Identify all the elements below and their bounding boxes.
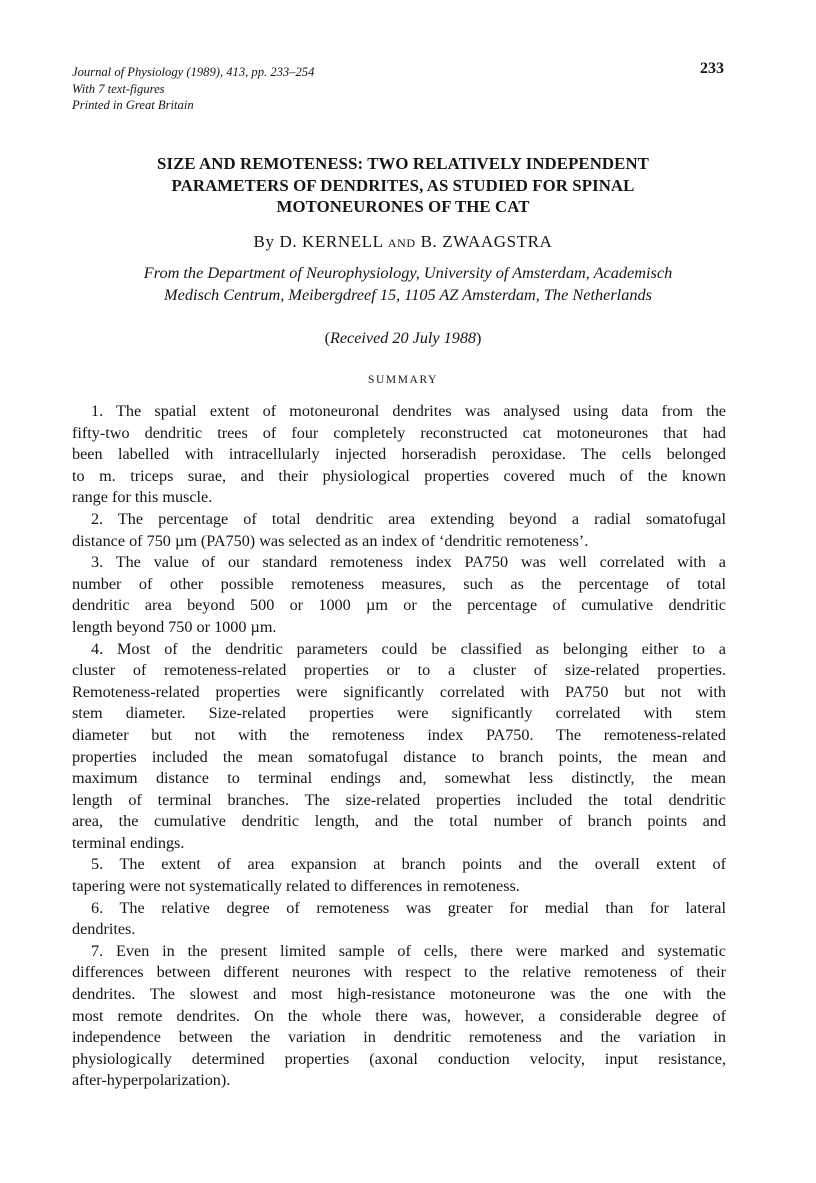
article-title [60,153,746,218]
author-and: AND [387,236,416,250]
author-by: By [253,232,275,251]
summary-line: cluster of remoteness-related properties or to a cluster of size-related properties. [72,661,726,680]
author-name: D. KERNELL [279,232,384,251]
summary-line: 2. The percentage of total dendritic area extending beyond a radial somatofugal [91,509,726,528]
summary-line: 7. Even in the present limited sample of cells, there were marked and systematic [91,941,726,960]
summary-line: most remote dendrites. On the whole there was, however, a considerable degree of [72,1006,726,1025]
summary-line: stem diameter. Size-related properties were significantly correlated with stem [72,704,726,723]
summary-line: number of other possible remoteness measures, such as the percentage of total [72,574,726,593]
page-number: 233 [700,60,724,77]
summary-line: area, the cumulative dendritic length, and the total number of branch points and [72,812,726,831]
summary-line: Remoteness-related properties were significantly correlated with PA750 but not with [72,682,726,701]
summary-paragraph [72,898,726,941]
summary-line: 5. The extent of area expansion at branch points and the overall extent of [91,855,726,874]
summary-line: 3. The value of our standard remoteness index PA750 was well correlated with a [91,553,726,572]
received-text: Received 20 July 1988 [329,329,477,347]
summary-line: dendrites. The slowest and most high-resistance motoneurone was the one with the [72,985,726,1004]
summary-line: distance of 750 µm (PA750) was selected as an index of ‘dendritic remoteness’. [72,531,589,550]
title-line: MOTONEURONES OF THE CAT [276,197,530,217]
summary-paragraph [72,941,726,1092]
summary-line: fifty-two dendritic trees of four completely reconstructed cat motoneurones that had [72,423,726,442]
summary-line: length of terminal branches. The size-related properties included the total dendritic [72,790,726,809]
summary-line: terminal endings. [72,833,185,852]
summary-line: properties included the mean somatofugal distance to branch points, the mean and [72,747,726,766]
summary-line: independence between the variation in dendritic remoteness and the variation in [72,1028,726,1047]
summary-line: 1. The spatial extent of motoneuronal dendrites was analysed using data from the [91,402,726,420]
summary-paragraph [72,509,726,552]
summary-paragraph [72,639,726,855]
summary-line: been labelled with intracellularly injected horseradish peroxidase. The cells belonged [72,445,726,464]
summary-line: dendritic area beyond 500 or 1000 µm or the percentage of cumulative dendritic [72,596,726,615]
summary-line: to m. triceps surae, and their physiological properties covered much of the known [72,466,726,485]
summary-paragraph [72,401,726,509]
summary-body [72,401,726,1092]
summary-line: maximum distance to terminal endings and, somewhat less distinctly, the mean [72,769,726,788]
affiliation-line: From the Department of Neurophysiology, University of Amsterdam, Academisch [143,263,673,282]
summary-line: range for this muscle. [72,488,213,507]
journal-citation: Journal of Physiology (1989), 413, pp. 233–254 [72,65,315,79]
affiliation-line: Medisch Centrum, Meibergdreef 15, 1105 AZ Amsterdam, The Netherlands [164,284,652,304]
summary-line: diameter but not with the remoteness index PA750. The remoteness-related [72,725,726,744]
affiliation [72,262,744,305]
summary-line: differences between different neurones with respect to the relative remoteness of their [72,963,726,982]
summary-paragraph [72,552,726,638]
summary-line: length beyond 750 or 1000 µm. [72,617,277,636]
summary-paragraph [72,854,726,897]
summary-line: physiologically determined properties (axonal conduction velocity, input resistance, [72,1049,726,1068]
summary-heading: SUMMARY [368,374,438,386]
summary-line: 4. Most of the dendritic parameters could be classified as belonging either to a [91,639,726,658]
author-line [60,232,746,252]
figures-note: With 7 text-figures [72,81,165,96]
summary-line: dendrites. [72,920,136,939]
summary-line: after-hyperpolarization). [72,1071,231,1090]
title-line: PARAMETERS OF DENDRITES, AS STUDIED FOR SPINAL [171,175,635,195]
summary-line: tapering were not systematically related to differences in remoteness. [72,877,520,896]
title-line: SIZE AND REMOTENESS: TWO RELATIVELY INDEPENDENT [157,154,649,173]
journal-header [72,64,314,114]
author-name: B. ZWAAGSTRA [420,232,553,251]
received-date: (Received 20 July 1988) [324,329,482,347]
printed-note: Printed in Great Britain [72,98,194,112]
summary-line: 6. The relative degree of remoteness was greater for medial than for lateral [91,898,726,917]
